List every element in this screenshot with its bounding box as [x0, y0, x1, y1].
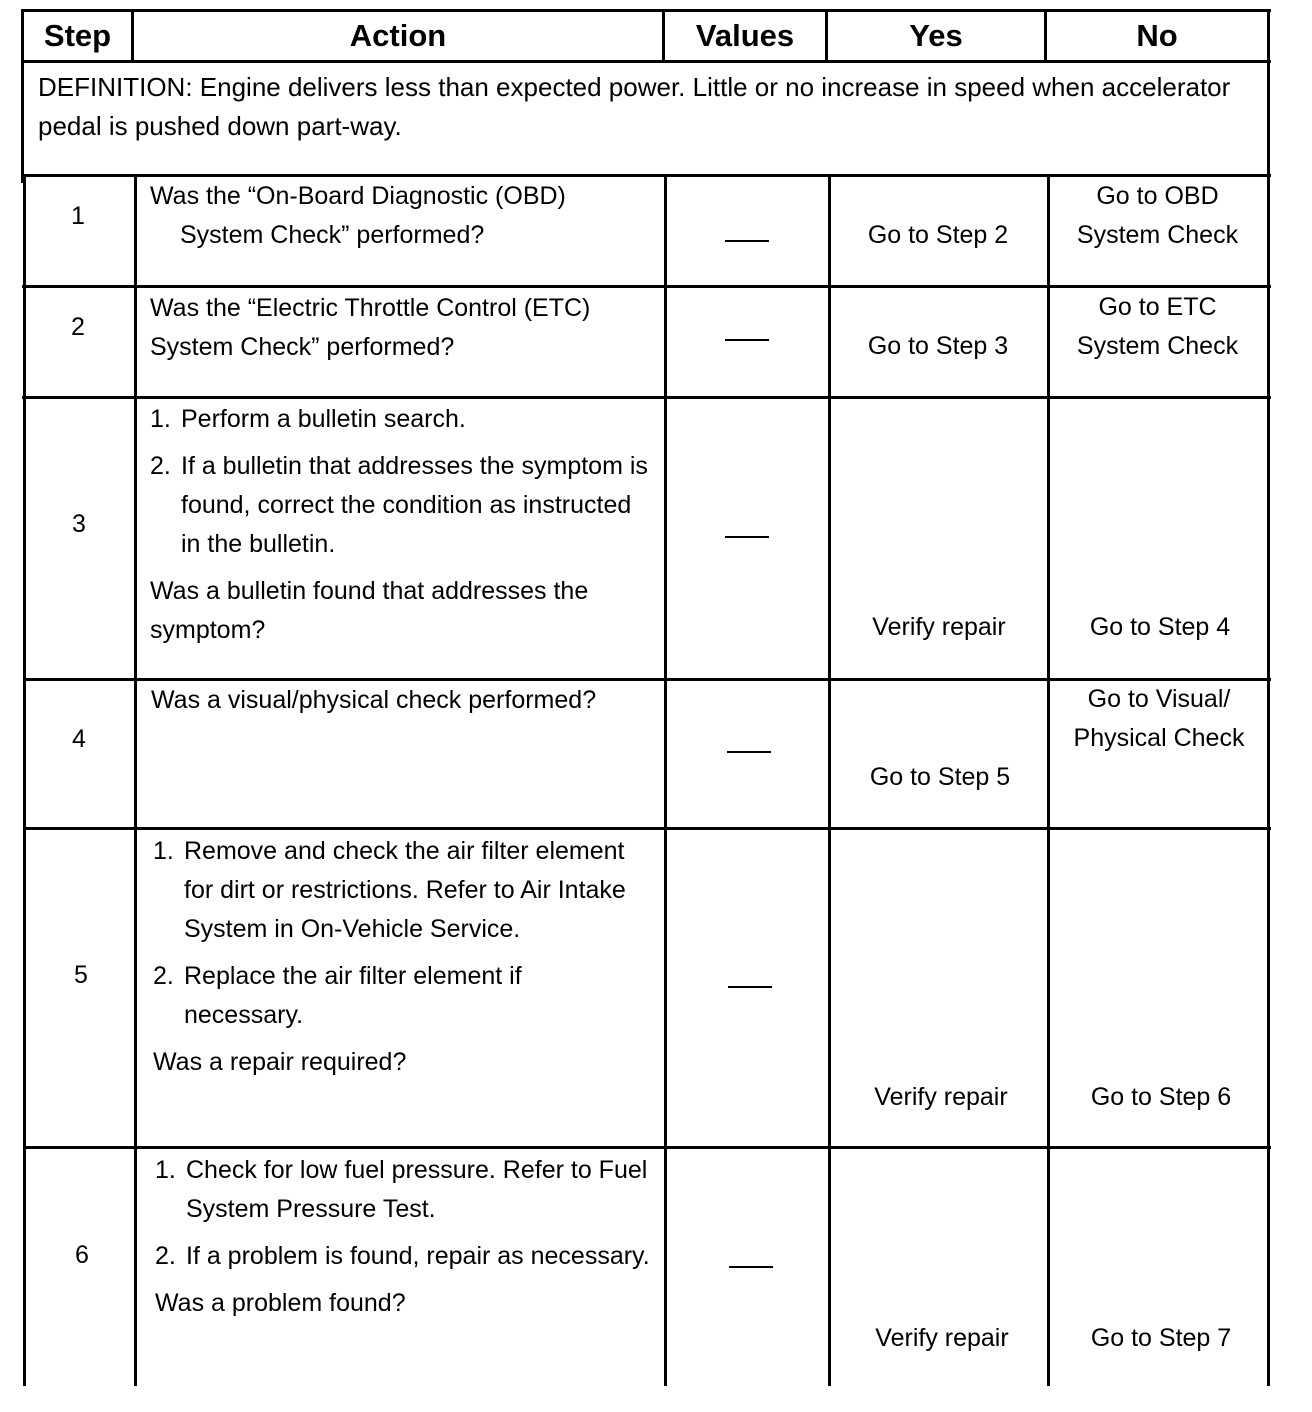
row-2-bottom-border: [22, 396, 1271, 399]
row-4-step: 4: [72, 725, 86, 753]
row-3-yes: Verify repair: [872, 613, 1006, 641]
row-3-item-1: 1. Perform a bulletin search.: [150, 405, 466, 433]
row-6-no: Go to Step 7: [1090, 1324, 1232, 1352]
row-5-yes: Verify repair: [874, 1083, 1008, 1111]
row-6-value-dash: [729, 1266, 773, 1268]
row-3-no: Go to Step 4: [1089, 613, 1231, 641]
row-1-action-line2: System Check” performed?: [180, 221, 485, 249]
row-1-action-line1: Was the “On-Board Diagnostic (OBD): [150, 182, 566, 210]
row-6-question: Was a problem found?: [155, 1289, 406, 1317]
row-1-no: Go to OBD System Check: [1076, 182, 1239, 249]
row-5-item-2: 2. Replace the air filter element if necessary.: [153, 962, 522, 1029]
row-5-no: Go to Step 6: [1090, 1083, 1232, 1111]
row-2-step: 2: [71, 313, 85, 341]
header-values: Values: [695, 18, 795, 53]
row-6-step: 6: [75, 1241, 89, 1269]
row-5-action: [153, 832, 643, 1082]
header-step: Step: [43, 18, 112, 53]
row-2-value-dash: [725, 339, 769, 341]
definition-text: DEFINITION: Engine delivers less than expected power. Little or no increase in speed when accelerator pedal is pushed down part-way.: [38, 72, 1231, 141]
row-3-step: 3: [72, 510, 86, 538]
row-6-yes: Verify repair: [875, 1324, 1009, 1352]
header-yes: Yes: [909, 18, 963, 53]
row-3-value-dash: [725, 536, 769, 538]
row-5-question: Was a repair required?: [153, 1048, 407, 1076]
row-4-action: Was a visual/physical check performed?: [151, 686, 597, 714]
row-2-no: Go to ETC System Check: [1076, 293, 1239, 360]
header-no: No: [1136, 18, 1178, 53]
row-1-yes: Go to Step 2: [867, 221, 1009, 249]
body-divider-step: [134, 175, 137, 1386]
row-5-item-1: 1. Remove and check the air filter element for dirt or restrictions. Refer to Air Intake System in On-Vehicle Service.: [153, 837, 626, 943]
row-2-yes: Go to Step 3: [867, 332, 1009, 360]
row-3-action: [150, 400, 650, 650]
row-2-action: Was the “Electric Throttle Control (ETC) System Check” performed?: [150, 294, 591, 361]
table-right-border: [1267, 9, 1270, 1386]
row-4-value-dash: [727, 751, 771, 753]
row-1-step: 1: [71, 202, 85, 230]
row-4-bottom-border: [24, 827, 1271, 830]
row-1-value-dash: [725, 240, 769, 242]
table-left-border-lower: [23, 174, 26, 1386]
header-action: Action: [349, 18, 447, 53]
row-3-item-2: 2. If a bulletin that addresses the symptom is found, correct the condition as instructed in the bulletin.: [150, 452, 648, 558]
header-bottom-border: [21, 60, 1271, 63]
row-4-yes: Go to Step 5: [869, 763, 1011, 791]
row-3-question: Was a bulletin found that addresses the symptom?: [150, 577, 589, 644]
body-divider-action: [664, 175, 667, 1386]
row-5-value-dash: [728, 986, 772, 988]
row-6-item-2: 2. If a problem is found, repair as necessary.: [155, 1242, 650, 1270]
row-5-step: 5: [74, 961, 88, 989]
row-6-action: [155, 1151, 655, 1323]
row-4-no: Go to Visual/ Physical Check: [1073, 685, 1245, 752]
row-1-action: [150, 177, 655, 255]
row-5-bottom-border: [25, 1146, 1271, 1149]
row-6-item-1: 1. Check for low fuel pressure. Refer to Fuel System Pressure Test.: [155, 1156, 648, 1223]
